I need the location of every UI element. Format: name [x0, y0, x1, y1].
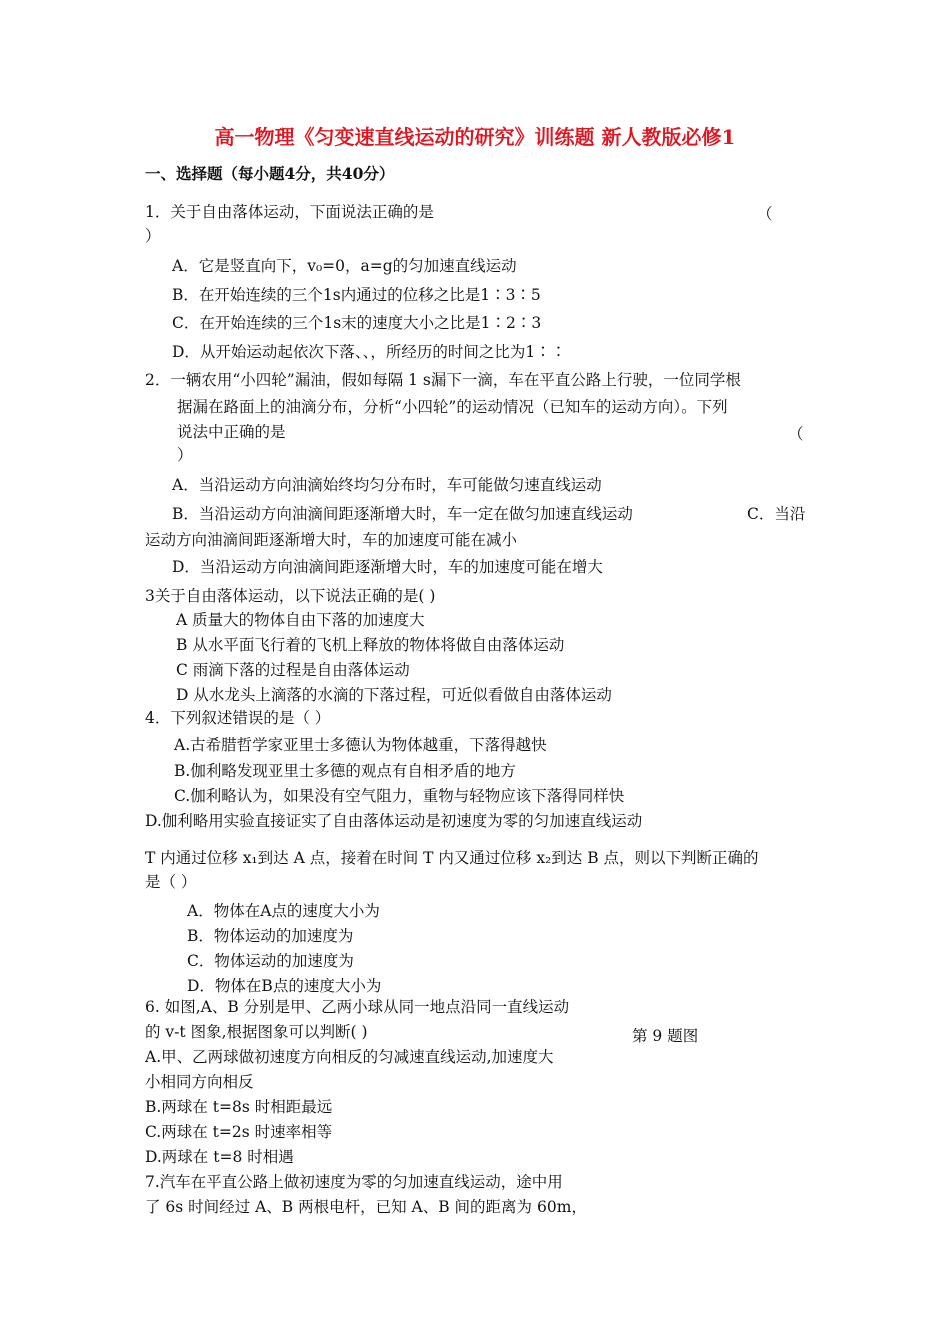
q5-option-a: A．物体在A点的速度大小为: [187, 902, 380, 920]
q1-option-d: D．从开始运动起依次下落、、，所经历的时间之比为1∶∶: [172, 343, 567, 361]
q2-stem-line2: 据漏在路面上的油滴分布，分析“小四轮”的运动情况（已知车的运动方向）。下列: [177, 398, 728, 416]
q5-option-b: B．物体运动的加速度为: [187, 927, 354, 945]
q3-option-a: A 质量大的物体自由下落的加速度大: [176, 611, 425, 629]
q1-paren-open: （: [757, 205, 773, 223]
q6-option-c: C.两球在 t=2s 时速率相等: [145, 1123, 333, 1141]
q2-option-c-rest: 运动方向油滴间距逐渐增大时，车的加速度可能在减小: [145, 531, 518, 549]
q2-option-c-start: C．当沿: [747, 505, 806, 523]
q1-paren-close: ）: [145, 227, 161, 245]
q5-stem-line2: 是（ ）: [145, 873, 197, 891]
q5-option-c: C．物体运动的加速度为: [187, 952, 354, 970]
section-heading: 一、选择题（每小题4分，共40分）: [145, 164, 395, 183]
q1-option-a: A．它是竖直向下，v₀=0，a=g的匀加速直线运动: [172, 257, 517, 275]
q6-stem-line1: 6. 如图,A、B 分别是甲、乙两小球从同一地点沿同一直线运动: [145, 998, 570, 1016]
q1-option-c: C．在开始连续的三个1s末的速度大小之比是1∶2∶3: [172, 314, 542, 332]
q4-stem: 4．下列叙述错误的是（ ）: [145, 709, 331, 727]
q4-option-d: D.伽利略用实验直接证实了自由落体运动是初速度为零的匀加速直线运动: [145, 812, 643, 830]
q2-stem-line3: 说法中正确的是: [177, 423, 286, 441]
page-title: 高一物理《匀变速直线运动的研究》训练题 新人教版必修1: [214, 125, 736, 149]
q7-stem-line2: 了 6s 时间经过 A、B 两根电杆，已知 A、B 间的距离为 60m，: [145, 1198, 587, 1216]
q4-option-b: B.伽利略发现亚里士多德的观点有自相矛盾的地方: [174, 762, 516, 780]
q3-option-c: C 雨滴下落的过程是自由落体运动: [176, 661, 410, 679]
figure-caption: 第 9 题图: [632, 1027, 699, 1045]
q2-option-a: A．当沿运动方向油滴始终均匀分布时，车可能做匀速直线运动: [172, 476, 602, 494]
q3-option-b: B 从水平面飞行着的飞机上释放的物体将做自由落体运动: [176, 636, 565, 654]
q4-option-a: A.古希腊哲学家亚里士多德认为物体越重，下落得越快: [174, 736, 547, 754]
q1-stem: 1．关于自由落体运动，下面说法正确的是: [145, 203, 434, 221]
q2-option-d: D．当沿运动方向油滴间距逐渐增大时，车的加速度可能在增大: [172, 558, 603, 576]
q2-option-b: B．当沿运动方向油滴间距逐渐增大时，车一定在做匀加速直线运动: [172, 505, 633, 523]
q6-option-b: B.两球在 t=8s 时相距最远: [145, 1098, 333, 1116]
q6-option-d: D.两球在 t=8 时相遇: [145, 1148, 294, 1166]
q1-option-b: B．在开始连续的三个1s内通过的位移之比是1∶3∶5: [172, 286, 541, 304]
q4-option-c: C.伽利略认为，如果没有空气阻力，重物与轻物应该下落得同样快: [174, 787, 625, 805]
q3-stem: 3关于自由落体运动，以下说法正确的是( ): [145, 587, 436, 605]
q6-stem-line2: 的 v-t 图象,根据图象可以判断( ): [145, 1023, 368, 1041]
q5-option-d: D．物体在B点的速度大小为: [187, 977, 382, 995]
q6-option-a-line2: 小相同方向相反: [145, 1073, 254, 1091]
q2-paren-open: （: [788, 425, 804, 443]
q6-option-a-line1: A.甲、乙两球做初速度方向相反的匀减速直线运动,加速度大: [145, 1048, 554, 1066]
q2-paren-close: ）: [177, 446, 193, 464]
q7-stem-line1: 7.汽车在平直公路上做初速度为零的匀加速直线运动，途中用: [145, 1173, 563, 1191]
q3-option-d: D 从水龙头上滴落的水滴的下落过程，可近似看做自由落体运动: [176, 686, 612, 704]
q2-stem-line1: 2．一辆农用“小四轮”漏油，假如每隔 1 s漏下一滴，车在平直公路上行驶，一位同学根: [145, 371, 741, 389]
q5-stem-line1: T 内通过位移 x₁到达 A 点，接着在时间 T 内又通过位移 x₂到达 B 点，则以下判断正确的: [145, 849, 759, 867]
